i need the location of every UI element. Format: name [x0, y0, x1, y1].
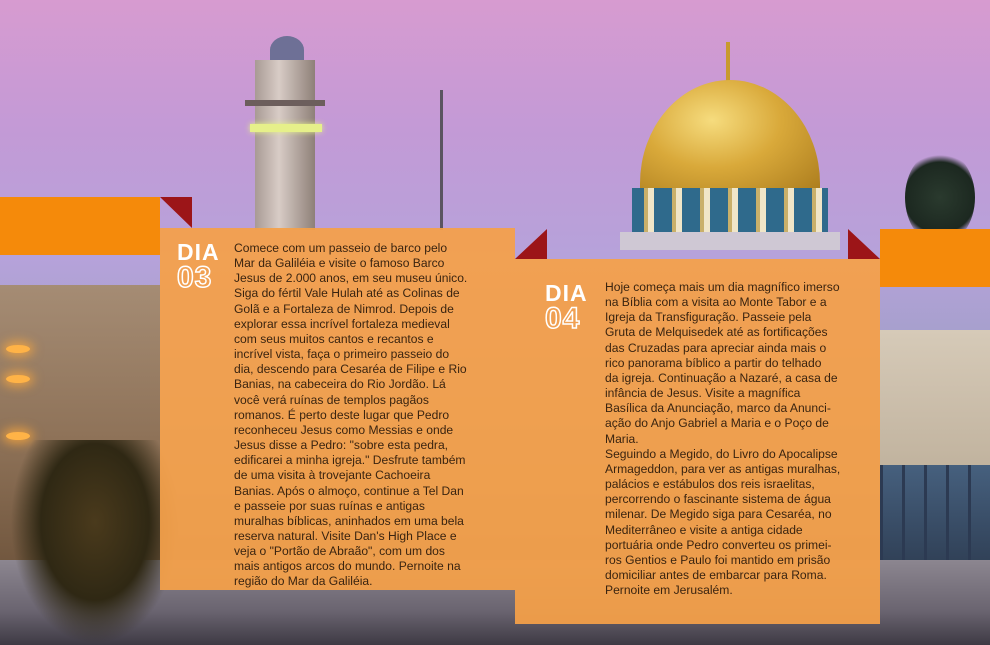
- day-04-badge: [545, 280, 588, 335]
- day-04-card: [515, 259, 880, 624]
- orange-banner-right: [880, 229, 990, 287]
- day-number: 04: [545, 301, 581, 335]
- orange-banner-left: [0, 197, 160, 255]
- banner-fold-middle: [515, 229, 547, 259]
- minaret-balcony: [245, 100, 325, 106]
- dome-base: [620, 232, 840, 250]
- banner-fold-left: [160, 197, 192, 228]
- western-wall-stones: [880, 330, 990, 480]
- day-label: DIA: [545, 280, 588, 306]
- street-lamp: [6, 345, 30, 353]
- dome-tiled-drum: [632, 188, 828, 236]
- dome-spire: [726, 42, 730, 84]
- minaret-tower: [255, 60, 315, 230]
- day-number: 03: [177, 260, 213, 294]
- day-03-description: Comece com um passeio de barco pelo Mar da Galiléia e visite o famoso Barco Jesus de 2.000 anos, em seu museu único. Siga do fértil Vale Hulah até as Colinas de Golã e a Fortaleza de Nimrod. Depois de explorar essa incrível fortaleza medieval com seus muitos cantos e recantos e incrível vista, faça o primeiro passeio do dia, descendo para Cesaréa de Filipe e Rio Banias, na cabeceira do Rio Jordão. Lá você verá ruínas de templos pagãos romanos. É perto deste lugar que Pedro reconheceu Jesus como Messias e onde Jesus disse a Pedro: "sobre esta pedra, edificarei a minha igreja." Desfrute também de uma visita à trovejante Cachoeira Banias. Após o almoço, continue a Tel Dan e passeie por suas ruínas e antigas muralhas bíblicas, aninhados em uma bela reserva natural. Visite Dan's High Place e veja o "Portão de Abraão", com um dos mais antigos arcos do mundo. Pernoite na região do Mar da Galiléia.: [234, 241, 468, 589]
- street-lamp: [6, 375, 30, 383]
- day-03-card: [160, 228, 515, 590]
- palm-tree: [10, 440, 180, 645]
- banner-fold-right: [848, 229, 880, 259]
- day-03-badge: [177, 239, 220, 294]
- day-04-description: Hoje começa mais um dia magnífico imerso na Bíblia com a visita ao Monte Tabor e a Igreja da Transfiguração. Passeie pela Gruta de Melquisedek até as fortificações das Cruzadas para apreciar ainda mais o rico panorama bíblico a partir do telhado da igreja. Continuação a Nazaré, a casa de infância de Jesus. Visite a magnífica Basílica da Anunciação, marco da Anunci- ação do Anjo Gabriel a Maria e o Poço de Maria. Seguindo a Megido, do Livro do Apocalipse Armageddon, para ver as antigas muralhas, palácios e estábulos dos reis israelitas, percorrendo o fascinante sistema de água milenar. De Megido siga para Cesaréa, no Mediterrâneo e visite a antiga cidade portuária onde Pedro converteu os primei- ros Gentios e Paulo foi mantido em prisão domiciliar antes de embarcar para Roma. Pernoite em Jerusalém.: [605, 280, 841, 598]
- street-lamp: [6, 432, 30, 440]
- antenna: [440, 90, 443, 230]
- golden-dome: [640, 80, 820, 195]
- day-label: DIA: [177, 239, 220, 265]
- minaret-lights: [250, 124, 322, 132]
